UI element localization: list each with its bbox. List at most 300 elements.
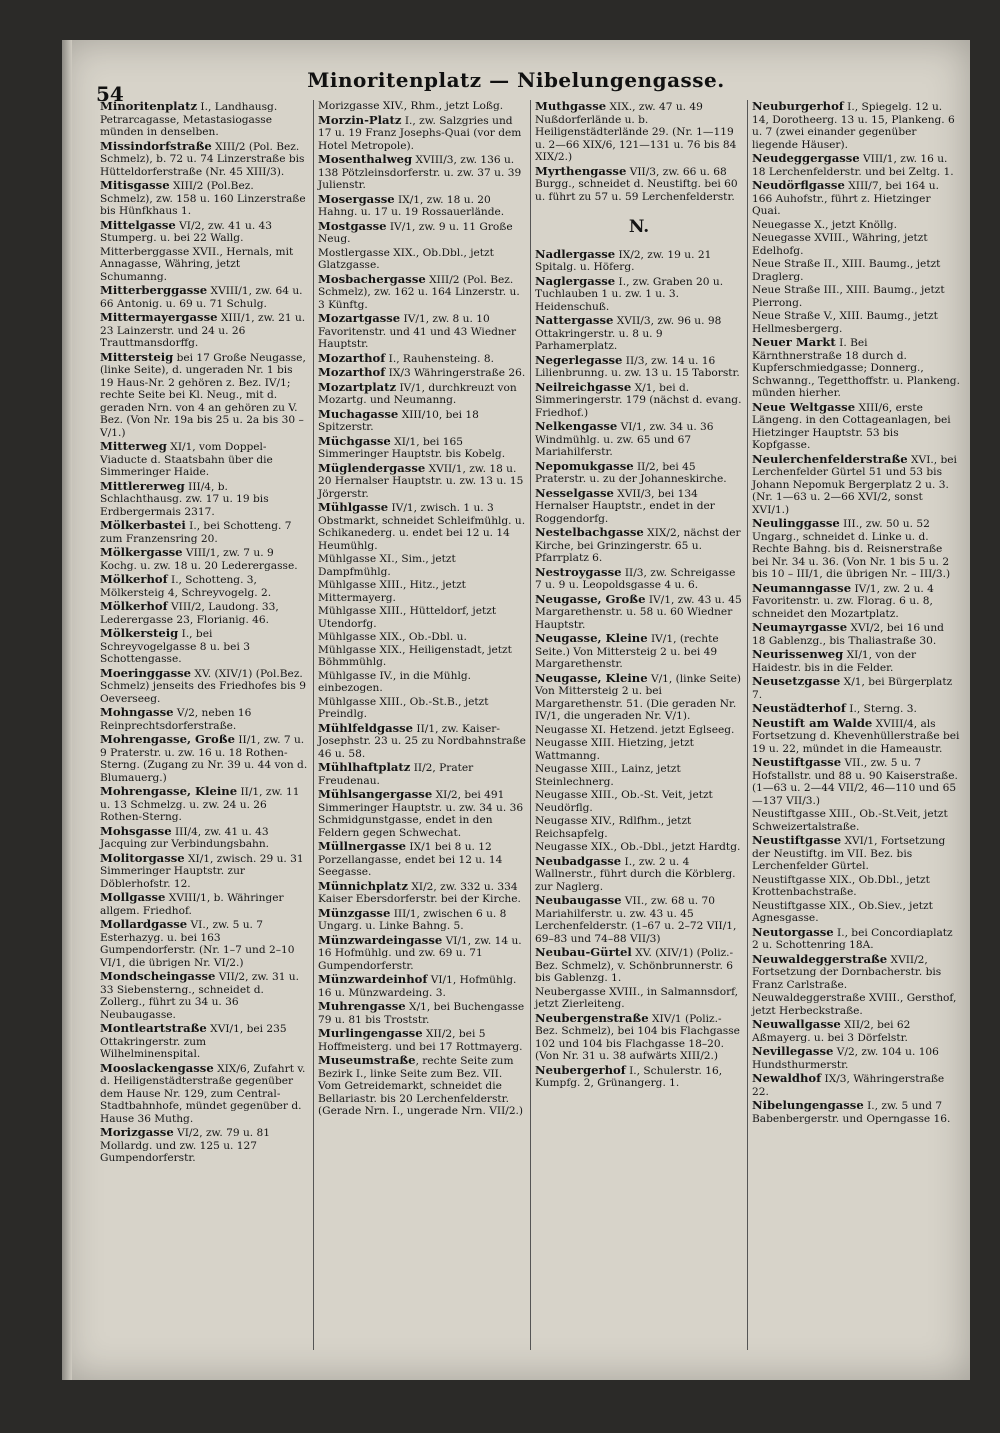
directory-entry <box>318 193 526 219</box>
entry-description: XVIII/4, als Fortsetzung d. Khevenhüllerstraße bei 19 u. 22, mündet in die Hameaustr. <box>752 717 960 755</box>
directory-entry <box>100 733 309 784</box>
entry-description: III/4, b. Schlachthausg. zw. 17 u. 19 bis Erdbergermais 2317. <box>100 480 269 518</box>
entry-description: IX/2, zw. 19 u. 21 Spitalg. u. Höferg. <box>535 248 712 273</box>
directory-entry <box>535 420 743 459</box>
directory-entry <box>100 140 309 179</box>
directory-entry <box>100 311 309 350</box>
directory-entry <box>100 1126 309 1165</box>
entry-street-name: Mozarthof <box>318 365 386 379</box>
directory-entry <box>535 855 743 894</box>
entry-street-name: Nattergasse <box>535 313 614 327</box>
entry-street-name: Morzin-Platz <box>318 112 402 127</box>
entry-street-name: Mollardgasse <box>100 917 188 931</box>
entry-street-name: Müchgasse <box>318 433 391 448</box>
entry-street-name: Nadlergasse <box>535 246 616 261</box>
directory-entry <box>752 284 960 309</box>
directory-entry <box>752 874 960 899</box>
directory-entry <box>535 460 743 486</box>
entry-description: X/1, bei d. Simmeringerstr. 179 (nächst d. evang. Friedhof.) <box>535 381 742 419</box>
entry-street-name: Neuburgerhof <box>752 100 844 113</box>
entry-street-name: Mölkerhof <box>100 599 168 613</box>
directory-entry <box>535 1012 743 1063</box>
directory-entry <box>100 785 309 824</box>
entry-street-name: Neusetzgasse <box>752 674 841 688</box>
entry-description: III., zw. 50 u. 52 Ungarg., schneidet d. Linke u. d. Rechte Bahng. bis d. Reisnerstraße bei Nr. 34 u. 36. (Von Nr. 1 bis 5 u. 2 bis 10 – III/1, die übrigen Nr. – III/3.) <box>752 518 951 580</box>
column-3 <box>530 100 747 1350</box>
entry-description: VII., zw. 68 u. 70 Mariahilferstr. u. zw. 43 u. 45 Lerchenfelderstr. (1–67 u. 2–72 VII/1, 69–83 und 74–88 VII/3) <box>535 895 737 945</box>
directory-entry <box>100 600 309 626</box>
entry-street-name: Molitorgasse <box>100 850 185 865</box>
entry-street-name: Mittermayergasse <box>100 310 218 324</box>
entry-description: XI/1, von der Haidestr. bis in die Felder. <box>752 649 917 674</box>
entry-description: I., Schulerstr. 16, Kumpfg. 2, Grünangerg. 1. <box>535 1064 723 1089</box>
directory-entry <box>318 220 526 246</box>
entry-description: IX/1 bei 8 u. 12 Porzellangasse, endet bei 12 u. 14 Seegasse. <box>318 841 503 878</box>
directory-entry <box>318 696 526 721</box>
entry-street-name: Muchagasse <box>318 406 399 421</box>
entry-description: XVII/3, bei 134 Hernalser Hauptstr., endet in der Roggendorfg. <box>535 487 715 525</box>
entry-description: Mitterberggasse XVII., Hernals, mit Annagasse, Währing, jetzt Schumanng. <box>100 245 294 283</box>
directory-entry <box>318 840 526 879</box>
entry-description: XII/2, bei 62 Aßmayerg. u. bei 3 Dörfelstr. <box>752 1019 911 1044</box>
directory-entry <box>535 526 743 565</box>
entry-description: Neue Straße II., XIII. Baumg., jetzt Draglerg. <box>752 258 941 283</box>
entry-street-name: Naglergasse <box>535 273 616 288</box>
directory-entry <box>752 179 960 218</box>
entry-street-name: Myrthengasse <box>535 163 627 178</box>
entry-street-name: Murlingengasse <box>318 1026 423 1040</box>
entry-description: III/4, zw. 41 u. 43 Jacquing zur Verbindungsbahn. <box>100 825 270 850</box>
entry-description: VIII/1, zw. 7 u. 9 Kochg. u. zw. 18 u. 20 Lederergasse. <box>100 547 298 572</box>
entry-street-name: Mozartplatz <box>318 379 397 394</box>
entry-street-name: Neue Weltgasse <box>752 399 856 414</box>
directory-entry <box>100 440 309 479</box>
entry-street-name: Mollgasse <box>100 890 166 904</box>
entry-street-name: Nepomukgasse <box>535 458 634 473</box>
entry-description: Neuegasse X., jetzt Knöllg. <box>752 218 897 231</box>
entry-description: XIV/1 (Poliz.-Bez. Schmelz), bei 104 bis Flachgasse 102 und 104 bis Flachgasse 18–20. (Von Nr. 31 u. 38 aufwärts XIII/2.) <box>535 1012 740 1062</box>
directory-entry <box>535 354 743 380</box>
directory-entry <box>100 918 309 969</box>
entry-description: Neuwaldeggerstraße XVIII., Gersthof, jetzt Herbeckstraße. <box>752 992 957 1017</box>
directory-entry <box>318 761 526 787</box>
entry-description: II/3, zw. 14 u. 16 Lilienbrunng. u. zw. 13 u. 15 Taborstr. <box>535 354 740 379</box>
directory-entry <box>752 1045 960 1071</box>
directory-entry <box>752 582 960 621</box>
entry-description: IX/3, Währingerstraße 22. <box>752 1073 945 1098</box>
column-2 <box>313 100 530 1350</box>
directory-entry <box>100 480 309 519</box>
entry-description: I. Bei Kärnthnerstraße 18 durch d. Kupferschmiedgasse; Donnerg., Schwanng., Tegetthoffstr. u. Plankeng. münden hierher. <box>752 337 960 399</box>
entry-description: Neubergasse XVIII., in Salmannsdorf, jetzt Zierleiteng. <box>535 985 739 1010</box>
entry-description: XI/1, vom Doppel-Viaducte d. Staatsbahn über die Simmeringer Haide. <box>100 441 273 478</box>
entry-street-name: Mostgasse <box>318 218 387 233</box>
entry-street-name: Mohrengasse, Große <box>100 732 235 746</box>
entry-description: I., Rauhensteing. 8. <box>385 352 495 365</box>
entry-description: VII/3, zw. 66 u. 68 Burgg., schneidet d. Neustiftg. bei 60 u. führt zu 57 u. 59 Lerchenfelderstr. <box>535 165 738 203</box>
directory-entry <box>752 310 960 335</box>
directory-entry <box>100 246 309 284</box>
directory-entry <box>318 670 526 695</box>
directory-entry <box>752 1018 960 1044</box>
entry-street-name: Neugasse, Kleine <box>535 670 648 685</box>
entry-street-name: Mohrengasse, Kleine <box>100 784 238 798</box>
entry-street-name: Neudörflgasse <box>752 178 845 192</box>
entry-description: VI/1, Hofmühlg. 16 u. Münzwardeing. 3. <box>318 974 517 999</box>
directory-entry <box>535 566 743 592</box>
entry-street-name: Neulinggasse <box>752 516 840 530</box>
entry-street-name: Morizgasse <box>100 1125 174 1139</box>
directory-entry <box>752 336 960 400</box>
entry-description: VIII/2, Laudong. 33, Lederergasse 23, Florianig. 46. <box>100 601 279 626</box>
entry-description: V/2, neben 16 Reinprechtsdorferstraße. <box>100 707 252 732</box>
directory-entry <box>318 247 526 272</box>
entry-description: I., zw. Graben 20 u. Tuchlauben 1 u. zw. 1 u. 3. Heidenschuß. <box>535 275 724 313</box>
directory-entry <box>535 381 743 420</box>
directory-entry <box>100 519 309 545</box>
directory-entry <box>752 453 960 517</box>
entry-street-name: Neustädterhof <box>752 701 846 715</box>
entry-street-name: Neustift am Walde <box>752 715 873 730</box>
directory-entry <box>318 788 526 839</box>
entry-description: IV/1, zw. 2 u. 4 Favoritenstr. u. zw. Florag. 6 u. 8, schneidet den Mozartplatz. <box>752 582 934 620</box>
entry-street-name: Neumayrgasse <box>752 620 848 634</box>
entry-street-name: Nesselgasse <box>535 485 614 500</box>
entry-description: II/1, zw. 11 u. 13 Schmelzg. u. zw. 24 u. 26 Rothen-Sterng. <box>100 786 300 823</box>
entry-description: II/2, bei 45 Praterstr. u. zu der Johanneskirche. <box>535 460 727 485</box>
directory-entry <box>752 926 960 952</box>
entry-street-name: Neugasse, Große <box>535 591 646 606</box>
directory-entry <box>752 517 960 581</box>
entry-street-name: Münzwardeingasse <box>318 932 443 947</box>
entry-description: I., zw. 5 und 7 Babenbergerstr. und Operngasse 16. <box>752 1100 951 1125</box>
directory-entry <box>318 605 526 630</box>
entry-description: Neustiftgasse XIX., Ob.Dbl., jetzt Krottenbachstraße. <box>752 873 930 898</box>
directory-entry <box>752 702 960 716</box>
entry-description: Neugasse XIX., Ob.-Dbl., jetzt Hardtg. <box>535 841 741 853</box>
entry-description: V/2, zw. 104 u. 106 Hundsthurmerstr. <box>752 1046 939 1071</box>
entry-street-name: Muhrengasse <box>318 999 406 1013</box>
entry-description: Neustiftgasse XIX., Ob.Siev., jetzt Agnesgasse. <box>752 899 933 924</box>
directory-entry <box>100 1062 309 1126</box>
entry-description: I., Schotteng. 3, Mölkersteig 4, Schreyvogelg. 2. <box>100 574 272 599</box>
entry-description: XIII/6, erste Längeng. in den Cottageanlagen, bei Hietzinger Hauptstr. 53 bis Kopfgasse. <box>752 401 951 451</box>
entry-description: XII/2, bei 5 Hoffmeisterg. und bei 17 Rottmayerg. <box>318 1028 523 1053</box>
page-title: Minoritenplatz — Nibelungengasse. <box>307 68 725 92</box>
directory-entry <box>100 219 309 245</box>
entry-description: bei 17 Große Neugasse, (linke Seite), d. ungeraden Nr. 1 bis 19 Haus-Nr. 2 gehören z. Bez. IV/1; rechte Seite bei Kl. Neug., mit d. geraden Nrn. von 4 an gehören zu V. Bez. (Von Nr. 19a bis 25 u. 2a bis 30 – V/1.) <box>100 351 306 439</box>
entry-description: Morizgasse XIV., Rhm., jetzt Loßg. <box>318 100 504 112</box>
entry-street-name: Mozarthof <box>318 350 386 365</box>
directory-entry <box>752 717 960 756</box>
directory-entry <box>100 284 309 310</box>
entry-street-name: Münzgasse <box>318 905 391 920</box>
entry-street-name: Münnichplatz <box>318 878 408 893</box>
entry-description: XVIII/1, zw. 64 u. 66 Antonig. u. 69 u. 71 Schulg. <box>100 285 303 310</box>
entry-street-name: Münzwardeinhof <box>318 972 428 986</box>
directory-entry <box>752 675 960 701</box>
directory-entry <box>535 632 743 671</box>
entry-description: XVII/1, zw. 18 u. 20 Hernalser Hauptstr. u. zw. 13 u. 15 Jörgerstr. <box>318 462 524 500</box>
entry-description: IV/1, zw. 9 u. 11 Große Neug. <box>318 220 513 245</box>
entry-street-name: Nelkengasse <box>535 419 618 433</box>
directory-entry <box>318 1027 526 1053</box>
directory-entry <box>535 487 743 526</box>
entry-description: I., zw. Salzgries und 17 u. 19 Franz Josephs-Quai (vor dem Hotel Metropole). <box>318 114 522 152</box>
entry-description: XVII/2, Fortsetzung der Dornbacherstr. bis Franz Carlstraße. <box>752 953 942 991</box>
section-heading: N. <box>628 217 650 237</box>
entry-description: VI/1, zw. 14 u. 16 Hofmühlg. und zw. 69 u. 71 Gumpendorferstr. <box>318 934 522 972</box>
entry-description: III/1, zwischen 6 u. 8 Ungarg. u. Linke Bahng. 5. <box>318 907 507 932</box>
entry-street-name: Neilreichgasse <box>535 379 632 394</box>
directory-entry <box>100 100 309 139</box>
entry-description: Mühlgasse IV., in die Mühlg. einbezogen. <box>318 669 471 694</box>
entry-street-name: Neulerchenfelderstraße <box>752 451 908 466</box>
directory-page <box>62 40 970 1380</box>
entry-description: Neugasse XIII., Ob.-St. Veit, jetzt Neudörflg. <box>535 789 713 814</box>
entry-description: XVIII/1, b. Währinger allgem. Friedhof. <box>100 892 284 917</box>
entry-street-name: Muthgasse <box>535 100 607 113</box>
directory-entry <box>535 593 743 632</box>
entry-description: I., bei Concordiaplatz 2 u. Schottenring 18A. <box>752 926 953 951</box>
entry-description: Neugasse XIII., Lainz, jetzt Steinlechnerg. <box>535 763 681 788</box>
directory-entry <box>100 1022 309 1061</box>
directory-entry <box>318 722 526 761</box>
entry-description: I., bei Schreyvogelgasse 8 u. bei 3 Schottengasse. <box>100 628 250 665</box>
directory-entry <box>318 1054 526 1118</box>
entry-description: Neue Straße V., XIII. Baumg., jetzt Hellmesbergerg. <box>752 310 938 335</box>
entry-street-name: Mosenthalweg <box>318 152 413 166</box>
entry-street-name: Neustiftgasse <box>752 755 842 769</box>
entry-description: VII/2, zw. 31 u. 33 Siebensterng., schneidet d. Zollerg., führt zu 34 u. 36 Neubaugasse. <box>100 971 299 1021</box>
directory-entry <box>535 672 743 723</box>
directory-entry <box>752 401 960 452</box>
directory-entry <box>100 179 309 218</box>
directory-entry <box>100 667 309 706</box>
entry-description: I., Landhausg. Petrarcagasse, Metastasiogasse münden in denselben. <box>100 101 278 138</box>
entry-street-name: Neubadgasse <box>535 853 622 868</box>
entry-street-name: Mooslackengasse <box>100 1060 214 1075</box>
directory-entry <box>100 546 309 572</box>
directory-entry <box>100 825 309 851</box>
directory-entry <box>752 808 960 833</box>
entry-description: XI/2, zw. 332 u. 334 Kaiser Ebersdorferstr. bei der Kirche. <box>318 880 521 905</box>
directory-entry <box>535 248 743 274</box>
entry-street-name: Mölkersteig <box>100 626 179 640</box>
entry-description: XVIII/3, zw. 136 u. 138 Pötzleinsdorferstr. u. zw. 37 u. 39 Julienstr. <box>318 154 522 191</box>
entry-description: Mühlgasse XIII., Ob.-St.B., jetzt Preindlg. <box>318 695 489 720</box>
entry-description: XVI/1, Fortsetzung der Neustiftg. im VII. Bez. bis Lerchenfelder Gürtel. <box>752 835 946 872</box>
directory-entry <box>535 894 743 945</box>
entry-street-name: Moeringgasse <box>100 665 192 680</box>
entry-description: I., Sterng. 3. <box>845 703 917 715</box>
entry-description: IX/1, zw. 18 u. 20 Hahng. u. 17 u. 19 Rossauerlände. <box>318 193 505 218</box>
directory-entry <box>318 366 526 380</box>
directory-entry <box>535 165 743 204</box>
entry-street-name: Nibelungengasse <box>752 1098 864 1112</box>
entry-description: XI/1, zwisch. 29 u. 31 Simmeringer Hauptstr. zur Döblerhofstr. 12. <box>100 852 304 890</box>
directory-entry <box>535 275 743 314</box>
entry-street-name: Nestelbachgasse <box>535 525 644 539</box>
directory-entry <box>318 381 526 407</box>
entry-description: XIII/1, zw. 21 u. 23 Lainzerstr. und 24 u. 26 Trauttmansdorffg. <box>100 312 306 349</box>
directory-entry <box>318 312 526 351</box>
directory-entry <box>318 579 526 604</box>
entry-description: Mühlgasse XI., Sim., jetzt Dampfmühlg. <box>318 553 456 578</box>
directory-entry <box>318 934 526 973</box>
entry-description: X/1, bei Buchengasse 79 u. 81 bis Troststr. <box>318 1001 525 1026</box>
directory-entry <box>100 706 309 732</box>
directory-entry <box>100 852 309 891</box>
entry-street-name: Mölkergasse <box>100 545 183 559</box>
entry-street-name: Neubergerhof <box>535 1062 626 1077</box>
directory-entry <box>100 891 309 917</box>
entry-description: Neustiftgasse XIII., Ob.-St.Veit, jetzt Schweizertalstraße. <box>752 808 948 833</box>
directory-entry <box>752 900 960 925</box>
directory-entry <box>752 953 960 992</box>
directory-entry <box>318 352 526 366</box>
entry-description: Neugasse XIV., Rdlfhm., jetzt Reichsapfelg. <box>535 815 692 840</box>
entry-street-name: Neubau-Gürtel <box>535 945 632 959</box>
directory-entry <box>318 153 526 192</box>
entry-street-name: Mitisgasse <box>100 178 170 192</box>
directory-entry <box>535 1064 743 1090</box>
entry-description: VIII/1, zw. 16 u. 18 Lerchenfelderstr. und bei Zeltg. 1. <box>752 153 954 178</box>
entry-street-name: Müglendergasse <box>318 460 426 475</box>
entry-description: XI/1, bei 165 Simmeringer Hauptstr. bis Kobelg. <box>318 435 506 460</box>
entry-description: XIII/7, bei 164 u. 166 Auhofstr., führt z. Hietzinger Quai. <box>752 180 939 217</box>
entry-street-name: Mühlhaftplatz <box>318 760 411 774</box>
entry-description: II/1, zw. Kaiser-Josephstr. 23 u. 25 zu Nordbahnstraße 46 u. 58. <box>318 722 526 760</box>
directory-entry <box>318 462 526 501</box>
directory-entry <box>318 408 526 434</box>
entry-description: , rechte Seite zum Bezirk I., linke Seite zum Bez. VII. Vom Getreidemarkt, schneidet die Bellariastr. bis 20 Lerchenfelderstr. (Gerade Nrn. I., ungerade Nrn. VII/2.) <box>318 1055 524 1117</box>
directory-entry <box>535 815 743 840</box>
column-1 <box>96 100 313 1350</box>
entry-description: Neugasse XIII. Hietzing, jetzt Wattmanng. <box>535 737 694 762</box>
directory-entry <box>318 100 526 113</box>
page-number: 54 <box>96 82 124 106</box>
entry-street-name: Neugasse, Kleine <box>535 631 648 645</box>
entry-street-name: Mölkerhof <box>100 572 168 586</box>
directory-entry <box>100 573 309 599</box>
entry-description: II/3, zw. Schreigasse 7 u. 9 u. Leopoldsgasse 4 u. 6. <box>535 566 736 591</box>
entry-description: XIX/2, nächst der Kirche, bei Grinzingerstr. 65 u. Pfarrplatz 6. <box>535 527 741 564</box>
entry-street-name: Newaldhof <box>752 1071 822 1085</box>
directory-entry <box>535 100 743 164</box>
directory-entry <box>100 627 309 666</box>
street-directory-columns <box>96 100 966 1350</box>
directory-entry <box>318 973 526 999</box>
directory-entry <box>752 1072 960 1098</box>
directory-entry <box>535 763 743 788</box>
entry-description: Mostlergasse XIX., Ob.Dbl., jetzt Glatzgasse. <box>318 246 494 271</box>
entry-description: XVII/3, zw. 96 u. 98 Ottakringerstr. u. 8 u. 9 Parhamerplatz. <box>535 315 722 352</box>
entry-description: XVI., bei Lerchenfelder Gürtel 51 und 53 bis Johann Nepomuk Bergerplatz 2 u. 3. (Nr. 1—63 u. 2—66 XVI/2, sonst XVI/1.) <box>752 453 957 516</box>
directory-entry <box>535 841 743 854</box>
entry-street-name: Mühlsangergasse <box>318 787 433 801</box>
directory-entry <box>318 631 526 669</box>
entry-description: X/1, bei Bürgerplatz 7. <box>752 676 953 701</box>
entry-street-name: Mittelgasse <box>100 217 176 232</box>
directory-entry <box>752 219 960 232</box>
entry-street-name: Mohsgasse <box>100 823 172 838</box>
entry-street-name: Neuwallgasse <box>752 1017 841 1031</box>
directory-entry <box>535 986 743 1011</box>
entry-street-name: Mittlererweg <box>100 478 185 493</box>
entry-description: XIII/10, bei 18 Spitzerstr. <box>318 408 479 433</box>
entry-street-name: Nevillegasse <box>752 1044 834 1058</box>
entry-description: IV/1, zw. 8 u. 10 Favoritenstr. und 41 und 43 Wiedner Hauptstr. <box>318 313 517 350</box>
directory-entry <box>752 232 960 257</box>
column-4 <box>747 100 964 1350</box>
directory-entry <box>535 946 743 985</box>
entry-description: XIX/6, Zufahrt v. d. Heiligenstädterstraße gegenüber dem Hause Nr. 129, zum Central-Stadtbahnhofe, mündet gegenüber d. Hause 36 Muthg. <box>100 1062 306 1125</box>
entry-description: XI/2, bei 491 Simmeringer Hauptstr. u. zw. 34 u. 36 Schmidgunstgasse, endet in den Feldern gegen Schwechat. <box>318 789 524 839</box>
directory-entry <box>535 314 743 353</box>
entry-description: Mühlgasse XIX., Ob.-Dbl. u. Mühlgasse XIX., Heiligenstadt, jetzt Böhmmühlg. <box>318 631 512 668</box>
entry-description: Neuegasse XVIII., Währing, jetzt Edelhofg. <box>752 232 928 257</box>
entry-description: XVI/2, bei 16 und 18 Gablenzg., bis Thaliastraße 30. <box>752 622 944 647</box>
entry-street-name: Minoritenplatz <box>100 100 198 113</box>
entry-description: IV/1, zwisch. 1 u. 3 Obstmarkt, schneidet Schleifmühlg. u. Schikanederg. u. endet bei 12 u. 14 Heumühlg. <box>318 502 526 552</box>
directory-entry <box>100 351 309 440</box>
directory-entry <box>318 1000 526 1026</box>
entry-street-name: Mitterweg <box>100 439 167 453</box>
directory-entry <box>752 100 960 151</box>
entry-description: I., Spiegelg. 12 u. 14, Dorotheerg. 13 u. 15, Plankeng. 6 u. 7 (zwei einander gegenüber liegende Häuser). <box>752 101 955 151</box>
entry-description: IV/1, durchkreuzt von Mozartg. und Neumanng. <box>318 381 517 406</box>
entry-street-name: Montleartstraße <box>100 1021 207 1035</box>
entry-street-name: Neumanngasse <box>752 580 852 595</box>
directory-entry <box>318 435 526 461</box>
entry-street-name: Neuer Markt <box>752 335 836 349</box>
directory-entry <box>752 1099 960 1125</box>
entry-street-name: Neubergenstraße <box>535 1010 649 1025</box>
entry-description: XVI/1, bei 235 Ottakringerstr. zum Wilhelminenspital. <box>100 1023 287 1060</box>
entry-street-name: Mohngasse <box>100 705 174 719</box>
entry-description: VI/2, zw. 79 u. 81 Mollardg. und zw. 125 u. 127 Gumpendorferstr. <box>100 1127 270 1164</box>
directory-entry <box>535 724 743 737</box>
entry-description: VII., zw. 5 u. 7 Hofstallstr. und 88 u. 90 Kaiserstraße. (1—63 u. 2—44 VII/2, 46—110 und 65—137 VII/3.) <box>752 757 958 807</box>
entry-street-name: Mitterberggasse <box>100 283 208 297</box>
directory-entry <box>318 501 526 552</box>
entry-description: Mühlgasse XIII., Hütteldorf, jetzt Utendorfg. <box>318 605 497 630</box>
directory-entry <box>535 737 743 762</box>
entry-description: XV. (XIV/1) (Poliz.-Bez. Schmelz), v. Schönbrunnerstr. 6 bis Gablenzg. 1. <box>535 947 734 984</box>
entry-description: IV/1, zw. 43 u. 45 Margarethenstr. u. 58 u. 60 Wiedner Hauptstr. <box>535 593 742 631</box>
entry-description: II/2, Prater Freudenau. <box>318 762 474 787</box>
entry-street-name: Neustiftgasse <box>752 833 842 847</box>
directory-entry <box>318 114 526 153</box>
directory-entry <box>752 756 960 807</box>
entry-description: IV/1, (rechte Seite.) Von Mittersteig 2 u. bei 49 Margarethenstr. <box>535 633 719 670</box>
entry-street-name: Mozartgasse <box>318 311 401 325</box>
entry-street-name: Neuwaldeggerstraße <box>752 951 888 966</box>
entry-street-name: Museumstraße <box>318 1053 416 1067</box>
directory-entry <box>752 621 960 647</box>
entry-street-name: Mosergasse <box>318 191 395 206</box>
directory-entry <box>752 152 960 178</box>
entry-description: Mühlgasse XIII., Hitz., jetzt Mittermayerg. <box>318 579 466 604</box>
directory-entry <box>535 789 743 814</box>
entry-description: Neue Straße III., XIII. Baumg., jetzt Pierrong. <box>752 284 945 309</box>
entry-street-name: Neurissenweg <box>752 647 844 661</box>
entry-description: I., zw. 2 u. 4 Wallnerstr., führt durch die Körblerg. zur Naglerg. <box>535 855 736 893</box>
directory-entry <box>752 258 960 283</box>
entry-description: IX/3 Währingerstraße 26. <box>385 367 526 379</box>
entry-street-name: Müllnergasse <box>318 839 407 853</box>
